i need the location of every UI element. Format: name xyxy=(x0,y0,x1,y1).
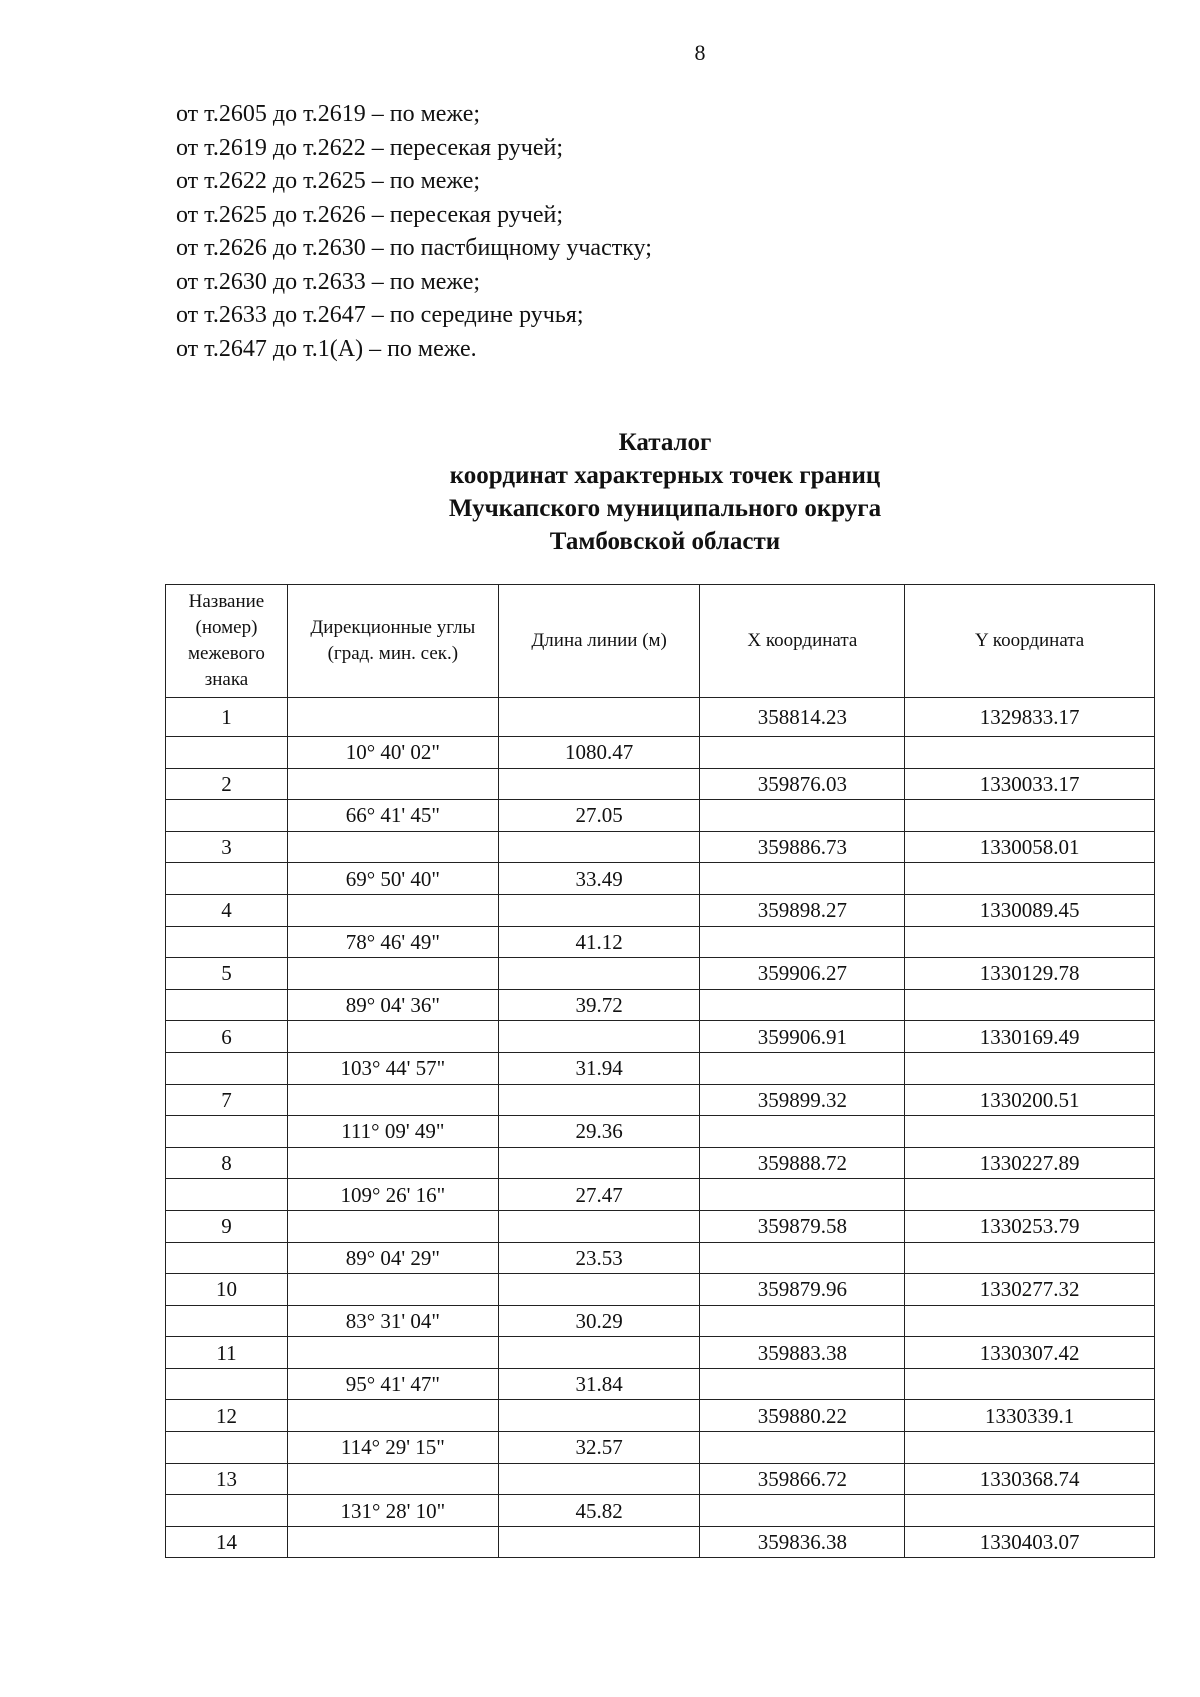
description-line: от т.2630 до т.2633 – по меже; xyxy=(176,268,481,295)
cell-y: 1330368.74 xyxy=(905,1463,1155,1495)
cell-line-length: 41.12 xyxy=(498,926,700,958)
description-line: от т.2605 до т.2619 – по меже; xyxy=(176,101,481,127)
cell-x: 359879.96 xyxy=(700,1274,905,1306)
table-row xyxy=(166,926,1155,958)
cell-x: 359886.73 xyxy=(700,831,905,863)
cell-y xyxy=(905,1052,1155,1084)
table-row xyxy=(166,1305,1155,1337)
cell-x: 359879.58 xyxy=(700,1210,905,1242)
cell-x: 358814.23 xyxy=(700,698,905,737)
cell-point-number: 7 xyxy=(166,1084,288,1116)
cell-direction-angle xyxy=(287,698,498,737)
cell-point-number xyxy=(166,989,288,1021)
cell-y xyxy=(905,863,1155,895)
cell-direction-angle: 66° 41' 45" xyxy=(287,800,498,832)
cell-x xyxy=(700,1116,905,1148)
cell-point-number: 4 xyxy=(166,894,288,926)
cell-point-number: 2 xyxy=(166,768,288,800)
catalog-title-line: Каталог xyxy=(618,429,712,456)
cell-x: 359906.27 xyxy=(700,958,905,990)
cell-y: 1329833.17 xyxy=(905,698,1155,737)
cell-line-length xyxy=(498,1084,700,1116)
cell-direction-angle xyxy=(287,1400,498,1432)
boundary-description xyxy=(176,98,1076,366)
cell-y xyxy=(905,1179,1155,1211)
catalog-title xyxy=(0,426,1200,558)
cell-line-length xyxy=(498,1147,700,1179)
cell-direction-angle xyxy=(287,831,498,863)
cell-y xyxy=(905,1432,1155,1464)
cell-y xyxy=(905,1495,1155,1527)
cell-x xyxy=(700,737,905,769)
table-row xyxy=(166,698,1155,737)
cell-direction-angle: 103° 44' 57" xyxy=(287,1052,498,1084)
cell-x: 359898.27 xyxy=(700,894,905,926)
cell-y: 1330200.51 xyxy=(905,1084,1155,1116)
table-row xyxy=(166,737,1155,769)
cell-x: 359888.72 xyxy=(700,1147,905,1179)
cell-x xyxy=(700,1242,905,1274)
cell-direction-angle: 131° 28' 10" xyxy=(287,1495,498,1527)
cell-direction-angle: 111° 09' 49" xyxy=(287,1116,498,1148)
cell-direction-angle xyxy=(287,1274,498,1306)
cell-point-number xyxy=(166,800,288,832)
cell-direction-angle xyxy=(287,1463,498,1495)
table-row xyxy=(166,831,1155,863)
cell-x: 359880.22 xyxy=(700,1400,905,1432)
cell-point-number: 6 xyxy=(166,1021,288,1053)
cell-line-length xyxy=(498,1021,700,1053)
cell-direction-angle: 89° 04' 36" xyxy=(287,989,498,1021)
cell-direction-angle xyxy=(287,894,498,926)
cell-point-number xyxy=(166,863,288,895)
cell-x xyxy=(700,989,905,1021)
cell-point-number xyxy=(166,1432,288,1464)
table-row xyxy=(166,800,1155,832)
cell-x xyxy=(700,1179,905,1211)
cell-x: 359883.38 xyxy=(700,1337,905,1369)
cell-direction-angle xyxy=(287,1210,498,1242)
table-row xyxy=(166,1021,1155,1053)
table-row xyxy=(166,1274,1155,1306)
cell-direction-angle: 89° 04' 29" xyxy=(287,1242,498,1274)
cell-line-length: 27.47 xyxy=(498,1179,700,1211)
description-line: от т.2626 до т.2630 – по пастбищному участку; xyxy=(176,235,652,261)
cell-line-length xyxy=(498,894,700,926)
description-line: от т.2625 до т.2626 – пересекая ручей; xyxy=(176,201,563,228)
cell-line-length: 1080.47 xyxy=(498,737,700,769)
cell-y: 1330089.45 xyxy=(905,894,1155,926)
table-row xyxy=(166,958,1155,990)
table-row xyxy=(166,1337,1155,1369)
cell-point-number xyxy=(166,1368,288,1400)
header-y: Y координата xyxy=(905,585,1155,698)
cell-point-number xyxy=(166,1052,288,1084)
cell-point-number xyxy=(166,737,288,769)
cell-y: 1330277.32 xyxy=(905,1274,1155,1306)
cell-y xyxy=(905,1242,1155,1274)
cell-line-length xyxy=(498,1463,700,1495)
cell-x xyxy=(700,1368,905,1400)
cell-x xyxy=(700,1495,905,1527)
table-header-row xyxy=(166,585,1155,698)
cell-y: 1330253.79 xyxy=(905,1210,1155,1242)
cell-point-number xyxy=(166,1305,288,1337)
cell-x xyxy=(700,1052,905,1084)
cell-x: 359906.91 xyxy=(700,1021,905,1053)
table-row xyxy=(166,989,1155,1021)
cell-y: 1330307.42 xyxy=(905,1337,1155,1369)
cell-y: 1330129.78 xyxy=(905,958,1155,990)
cell-direction-angle: 83° 31' 04" xyxy=(287,1305,498,1337)
description-line: от т.2622 до т.2625 – по меже; xyxy=(176,168,481,194)
cell-point-number: 1 xyxy=(166,698,288,737)
cell-y: 1330169.49 xyxy=(905,1021,1155,1053)
table-row xyxy=(166,1116,1155,1148)
cell-x xyxy=(700,1305,905,1337)
cell-point-number: 13 xyxy=(166,1463,288,1495)
cell-point-number xyxy=(166,1179,288,1211)
header-x: X координата xyxy=(700,585,905,698)
cell-line-length xyxy=(498,1526,700,1558)
cell-point-number: 11 xyxy=(166,1337,288,1369)
cell-point-number: 12 xyxy=(166,1400,288,1432)
table-body xyxy=(166,698,1155,1558)
cell-y xyxy=(905,800,1155,832)
cell-x: 359876.03 xyxy=(700,768,905,800)
cell-direction-angle xyxy=(287,1147,498,1179)
cell-line-length: 45.82 xyxy=(498,1495,700,1527)
cell-x xyxy=(700,800,905,832)
cell-direction-angle: 95° 41' 47" xyxy=(287,1368,498,1400)
cell-point-number xyxy=(166,1495,288,1527)
table-row xyxy=(166,863,1155,895)
cell-direction-angle xyxy=(287,1084,498,1116)
cell-direction-angle xyxy=(287,958,498,990)
cell-y: 1330033.17 xyxy=(905,768,1155,800)
cell-point-number: 9 xyxy=(166,1210,288,1242)
table-row xyxy=(166,1463,1155,1495)
table-row xyxy=(166,1495,1155,1527)
cell-y xyxy=(905,926,1155,958)
cell-y xyxy=(905,989,1155,1021)
table-row xyxy=(166,1526,1155,1558)
cell-line-length: 31.84 xyxy=(498,1368,700,1400)
cell-y xyxy=(905,1305,1155,1337)
table-row xyxy=(166,1179,1155,1211)
cell-line-length xyxy=(498,1337,700,1369)
catalog-title-line: координат характерных точек границ xyxy=(449,462,881,489)
table-row xyxy=(166,1147,1155,1179)
cell-line-length: 30.29 xyxy=(498,1305,700,1337)
cell-line-length: 29.36 xyxy=(498,1116,700,1148)
cell-line-length: 31.94 xyxy=(498,1052,700,1084)
catalog-title-line: Тамбовской области xyxy=(549,528,781,555)
cell-point-number: 14 xyxy=(166,1526,288,1558)
cell-direction-angle xyxy=(287,1337,498,1369)
table-row xyxy=(166,1432,1155,1464)
cell-line-length: 23.53 xyxy=(498,1242,700,1274)
cell-line-length xyxy=(498,958,700,990)
description-line: от т.2633 до т.2647 – по середине ручья; xyxy=(176,302,584,328)
coordinate-catalog-table xyxy=(165,584,1155,1558)
cell-x xyxy=(700,926,905,958)
table-row xyxy=(166,1368,1155,1400)
cell-line-length: 39.72 xyxy=(498,989,700,1021)
cell-line-length xyxy=(498,768,700,800)
cell-line-length xyxy=(498,1210,700,1242)
cell-point-number xyxy=(166,926,288,958)
cell-point-number: 3 xyxy=(166,831,288,863)
cell-x: 359899.32 xyxy=(700,1084,905,1116)
cell-direction-angle: 109° 26' 16" xyxy=(287,1179,498,1211)
description-line: от т.2647 до т.1(А) – по меже. xyxy=(176,335,477,362)
cell-line-length xyxy=(498,1400,700,1432)
cell-direction-angle: 10° 40' 02" xyxy=(287,737,498,769)
cell-direction-angle: 69° 50' 40" xyxy=(287,863,498,895)
header-angle: Дирекционные углы (град. мин. сек.) xyxy=(287,585,498,698)
cell-x: 359866.72 xyxy=(700,1463,905,1495)
description-line: от т.2619 до т.2622 – пересекая ручей; xyxy=(176,134,563,161)
table-row xyxy=(166,1242,1155,1274)
cell-x xyxy=(700,1432,905,1464)
table-row xyxy=(166,1084,1155,1116)
page-number: 8 xyxy=(694,40,706,65)
catalog-title-line: Мучкапского муниципального округа xyxy=(448,495,882,522)
cell-point-number: 10 xyxy=(166,1274,288,1306)
cell-point-number: 5 xyxy=(166,958,288,990)
cell-direction-angle xyxy=(287,1526,498,1558)
cell-point-number xyxy=(166,1242,288,1274)
cell-point-number: 8 xyxy=(166,1147,288,1179)
cell-line-length xyxy=(498,1274,700,1306)
cell-y: 1330403.07 xyxy=(905,1526,1155,1558)
cell-line-length xyxy=(498,831,700,863)
cell-y xyxy=(905,737,1155,769)
cell-line-length: 32.57 xyxy=(498,1432,700,1464)
cell-y: 1330058.01 xyxy=(905,831,1155,863)
cell-y xyxy=(905,1116,1155,1148)
header-name: Название (номер) межевого знака xyxy=(166,585,288,698)
table-row xyxy=(166,1400,1155,1432)
table-row xyxy=(166,1052,1155,1084)
cell-direction-angle xyxy=(287,768,498,800)
table-row xyxy=(166,768,1155,800)
header-length: Длина линии (м) xyxy=(498,585,700,698)
cell-x xyxy=(700,863,905,895)
cell-line-length: 33.49 xyxy=(498,863,700,895)
cell-x: 359836.38 xyxy=(700,1526,905,1558)
table-row xyxy=(166,894,1155,926)
cell-line-length xyxy=(498,698,700,737)
cell-direction-angle xyxy=(287,1021,498,1053)
table-row xyxy=(166,1210,1155,1242)
cell-y: 1330227.89 xyxy=(905,1147,1155,1179)
cell-y: 1330339.1 xyxy=(905,1400,1155,1432)
cell-direction-angle: 78° 46' 49" xyxy=(287,926,498,958)
cell-y xyxy=(905,1368,1155,1400)
cell-direction-angle: 114° 29' 15" xyxy=(287,1432,498,1464)
cell-line-length: 27.05 xyxy=(498,800,700,832)
cell-point-number xyxy=(166,1116,288,1148)
